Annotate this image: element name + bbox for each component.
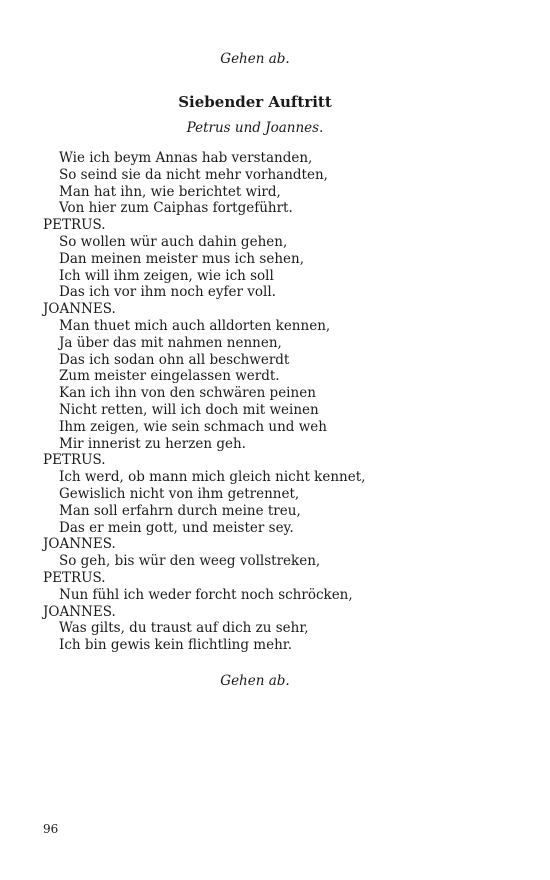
- stage-direction-top: Gehen ab.: [220, 51, 290, 67]
- verse-line: Ja über das mit nahmen nennen,: [59, 334, 282, 351]
- speaker-name: PETRUS.: [43, 452, 106, 469]
- verse-line: Dan meinen meister mus ich sehen,: [59, 250, 304, 267]
- scene-characters: Petrus und Joannes.: [186, 120, 324, 136]
- verse-line: Das ich vor ihm noch eyfer voll.: [59, 284, 276, 301]
- verse-line: Ich bin gewis kein flichtling mehr.: [59, 637, 293, 654]
- speaker-name: JOANNES.: [43, 536, 116, 553]
- verse-line: Kan ich ihn von den schwären peinen: [59, 385, 316, 402]
- dialogue-text: [43, 150, 523, 654]
- verse-line: Nun fühl ich weder forcht noch schröcken,: [59, 586, 353, 603]
- speaker-name: JOANNES.: [43, 301, 116, 318]
- verse-line: Das er mein gott, und meister sey.: [59, 519, 294, 536]
- verse-line: Was gilts, du traust auf dich zu sehr,: [59, 620, 309, 637]
- verse-line: Man soll erfahrn durch meine treu,: [59, 502, 301, 519]
- verse-line: Gewislich nicht von ihm getrennet,: [59, 485, 300, 502]
- verse-line: So geh, bis wür den weeg vollstreken,: [59, 553, 321, 570]
- verse-line: Nicht retten, will ich doch mit weinen: [59, 401, 319, 418]
- verse-line: Man hat ihn, wie berichtet wird,: [59, 183, 281, 200]
- verse-line: Zum meister eingelassen werdt.: [59, 368, 280, 385]
- page-number: 96: [43, 822, 59, 836]
- verse-line: Ihm zeigen, wie sein schmach und weh: [59, 418, 327, 435]
- speaker-name: PETRUS.: [43, 569, 106, 586]
- speaker-name: JOANNES.: [43, 603, 116, 620]
- verse-line: Wie ich beym Annas hab verstanden,: [59, 150, 313, 166]
- speaker-name: PETRUS.: [43, 217, 106, 234]
- verse-line: So wollen wür auch dahin gehen,: [59, 233, 288, 250]
- stage-direction-bottom: Gehen ab.: [220, 673, 290, 689]
- verse-line: Man thuet mich auch alldorten kennen,: [59, 317, 331, 334]
- scene-title: Siebender Auftritt: [178, 93, 332, 111]
- verse-line: Mir innerist zu herzen geh.: [59, 435, 246, 452]
- verse-line: Von hier zum Caiphas fortgeführt.: [59, 200, 293, 217]
- verse-line: Ich will ihm zeigen, wie ich soll: [59, 267, 274, 284]
- verse-line: Ich werd, ob mann mich gleich nicht kennet,: [59, 469, 366, 486]
- verse-line: So seind sie da nicht mehr vorhandten,: [59, 166, 328, 183]
- verse-line: Das ich sodan ohn all beschwerdt: [59, 351, 290, 368]
